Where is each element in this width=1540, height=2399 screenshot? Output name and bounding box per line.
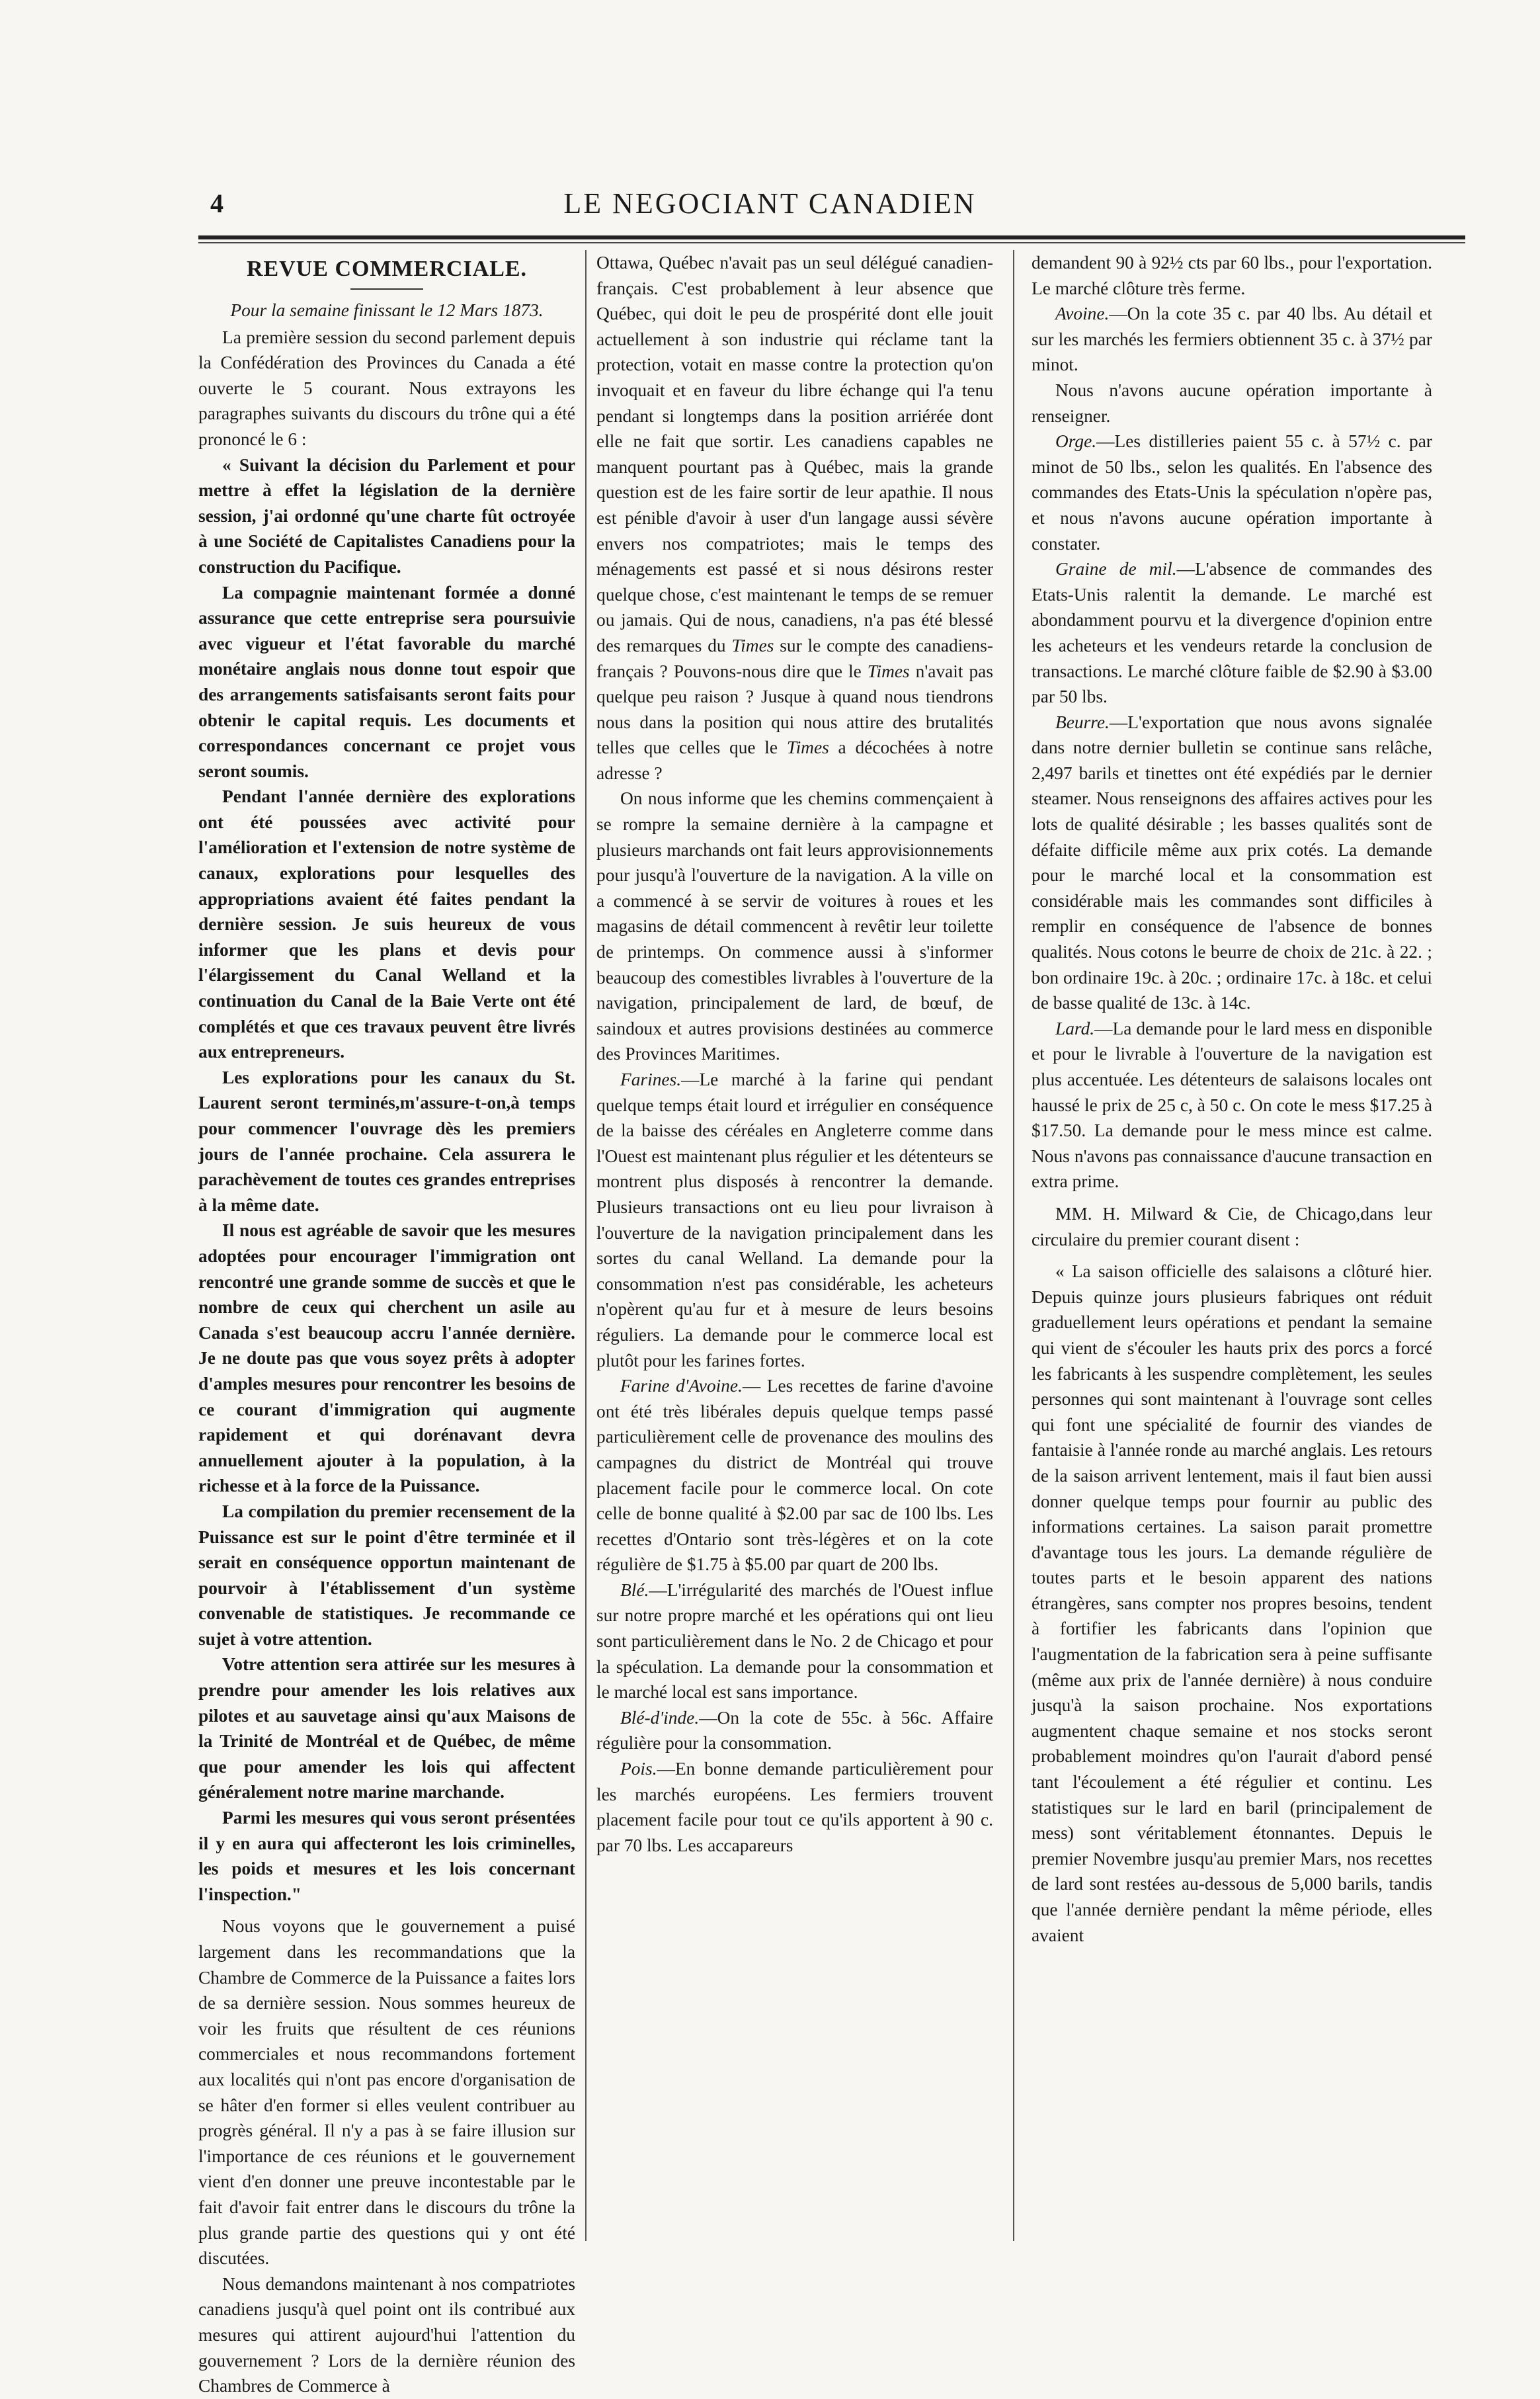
market-paragraph-ble: Blé.—L'irrégularité des marchés de l'Ouest influe sur notre propre marché et les opérations qui ont lieu sont particulièrement dans le No. 2 de Chicago et pour la spéculation. La demande pour la consommation et le marché local est sans importance. <box>596 1579 993 1703</box>
market-paragraph-farines: Farines.—Le marché à la farine qui pendant quelque temps était lourd et irrégulier en conséquence de la baisse des céréales en Angleterre comme dans l'Ouest est maintenant plus régulier et les détenteurs se montrent plus disposés à rencontrer la demande. Plusieurs transactions ont eu lieu pour livraison à l'ouverture de la navigation principalement dans les sortes du canal Welland. La demande pour la consommation n'est pas considérable, les acheteurs n'opèrent qu'au fur et à mesure de leurs besoins réguliers. La demande pour le commerce local est plutôt pour les farines fortes. <box>596 1070 993 1370</box>
newspaper-title: Times <box>731 635 774 655</box>
column-3 <box>1032 250 1432 2241</box>
market-paragraph-lard: Lard.—La demande pour le lard mess en disponible et pour le livrable à l'ouverture de la navigation est plus accentuée. Les détenteurs de salaisons locales ont haussé le prix de 25 c, à 50 c. On cote le mess $17.25 à $17.50. La demande pour le mess mince est calme. Nous n'avons pas connaissance d'aucune transaction en extra prime. <box>1032 1018 1432 1192</box>
quoted-paragraph: « Suivant la décision du Parlement et pour mettre à effet la législation de la dernière session, j'ai ordonné qu'une charte fût octroyée à une Société de Capitalistes Canadiens pour la construction du Pacifique. <box>198 454 575 577</box>
quoted-paragraph: Parmi les mesures qui vous seront présentées il y en aura qui affecteront les lois criminelles, les poids et mesures et les lois concernant l'inspection." <box>198 1808 575 1904</box>
market-paragraph-avoine: Avoine.—On la cote 35 c. par 40 lbs. Au détail et sur les marchés les fermiers obtiennent 35 c. à 37½ par minot. <box>1032 304 1432 375</box>
newspaper-title: Times <box>786 737 829 758</box>
column-2 <box>596 250 993 2241</box>
newspaper-title: Times <box>867 661 910 681</box>
paragraph: MM. H. Milward & Cie, de Chicago,dans leur circulaire du premier courant disent : <box>1032 1203 1432 1249</box>
quoted-paragraph: « La saison officielle des salaisons a clôturé hier. Depuis quinze jours plusieurs fabriques ont réduit graduellement leurs opérations et pendant la semaine qui vient de s'écouler les hauts prix des porcs a forcé les fabricants à les suspendre complètement, les seules personnes qui sont maintenant à l'ouvrage sont celles qui font une spécialité de fournir des viandes de fantaisie à l'année ronde au marché anglais. Les retours de la saison arrivent lentement, mais il faut bien aussi donner quelque temps pour fournir au public des informations certaines. La saison parait promettre d'avantage tous les jours. La demande régulière de toutes parts et le besoin apparent des nations étrangères, sans compter nos propres besoins, tendent à fortifier les fabricants dans l'opinion que l'augmentation de la fabrication sera à peine suffisante (même aux prix de l'année dernière) à nous conduire jusqu'à la saison prochaine. Nos exportations augmentent chaque semaine et nos stocks seront probablement moindres qu'on l'aurait d'abord pensé tant l'écoulement a été régulier et continu. Les statistiques sur le lard en baril (principalement de mess) sont véritablement étonnantes. Depuis le premier Novembre jusqu'au premier Mars, nos recettes de lard sont restées au-dessous de 5,000 barils, tandis que l'année dernière pendant la même période, elles avaient <box>1032 1261 1432 1945</box>
quoted-paragraph: Pendant l'année dernière des explorations ont été poussées avec activité pour l'amélioration et l'extension de notre système de canaux, explorations pour lesquelles des appropriations avaient été faites pendant la dernière session. Je suis heureux de vous informer que les plans et devis pour l'élargissement du Canal Welland et la continuation du Canal de la Baie Verte ont été complétés et que ces travaux peuvent être livrés aux entrepreneurs. <box>198 786 575 1062</box>
page-number: 4 <box>210 189 223 218</box>
header-rule-thick <box>198 235 1465 239</box>
running-head-title: LE NEGOCIANT CANADIEN <box>563 187 977 220</box>
paragraph: On nous informe que les chemins commençaient à se rompre la semaine dernière à la campagne et plusieurs marchands ont fait leurs approvisionnements pour jusqu'à l'ouverture de la navigation. A la ville on a commencé à se servir de voitures à roues et les magasins de détail commencent à revêtir leur toilette de printemps. On commence aussi à s'informer beaucoup des comestibles livrables à l'ouverture de la navigation, principalement de lard, de bœuf, de saindoux et autres provisions destinées au commerce des Provinces Maritimes. <box>596 788 993 1064</box>
paragraph: demandent 90 à 92½ cts par 60 lbs., pour l'exportation. Le marché clôture très ferme. <box>1032 253 1432 298</box>
paragraph: La première session du second parlement depuis la Confédération des Provinces du Canada a été ouverte le 5 courant. Nous extrayons les paragraphes suivants du discours du trône qui a été prononcé le 6 : <box>198 327 575 449</box>
column-divider-2 <box>1013 250 1014 2241</box>
quoted-paragraph: Votre attention sera attirée sur les mesures à prendre pour amender les lois relatives aux pilotes et au sauvetage ainsi qu'aux Maisons de la Trinité de Montréal et de Québec, de même que pour amender les lois qui affectent généralement notre marine marchande. <box>198 1654 575 1802</box>
quoted-paragraph: Il nous est agréable de savoir que les mesures adoptées pour encourager l'immigration ont rencontré une grande somme de succès et que le nombre de ceux qui cherchent un asile au Canada s'est beaucoup accru l'année dernière. Je ne doute pas que vous soyez prêts à adopter d'amples mesures pour rencontrer les besoins de ce courant d'immigration qui augmente rapidement et qui dorénavant devra annuellement ajouter à la population, à la richesse et à la force de la Puissance. <box>198 1220 575 1496</box>
header-rule-thin <box>198 242 1465 243</box>
paragraph: Nous voyons que le gouvernement a puisé largement dans les recommandations que la Chambre de Commerce de la Puissance a faites lors de sa dernière session. Nous sommes heureux de voir les fruits que résultent de ces réunions commerciales et nous recommandons fortement aux localités qui n'ont pas encore d'organisation de se hâter d'en former si elles veulent contribuer au progrès général. Il n'y a pas à se faire illusion sur l'importance de ces réunions et le gouvernement vient d'en donner une preuve incontestable par le fait d'avoir fait entrer dans le discours du trône la plus grande partie des questions qui y ont été discutées. <box>198 1916 575 2269</box>
paragraph: Nous n'avons aucune opération importante à renseigner. <box>1032 380 1432 426</box>
market-paragraph-farine-avoine: Farine d'Avoine.— Les recettes de farine d'avoine ont été très libérales depuis quelque temps passé particulièrement celle de provenance des moulins des campagnes du district de Montréal qui trouve placement facile pour le commerce local. On cote celle de bonne qualité à $2.00 par sac de 100 lbs. Les recettes d'Ontario sont très-légères et on la cote régulière de $1.75 à $5.00 par quart de 200 lbs. <box>596 1376 993 1575</box>
paragraph: Nous demandons maintenant à nos compatriotes canadiens jusqu'à quel point ont ils contribué aux mesures qui attirent aujourd'hui l'attention du gouvernement ? Lors de la dernière réunion des Chambres de Commerce à <box>198 2273 575 2396</box>
column-1 <box>198 250 575 2396</box>
market-paragraph-beurre: Beurre.—L'exportation que nous avons signalée dans notre dernier bulletin se continue sans relâche, 2,497 barils et tinettes ont été expédiés par le dernier steamer. Nous renseignons des affaires actives pour les lots de qualité désirable ; les basses qualités sont de défaite difficile même aux prix cotés. La demande pour le marché local et la consommation est considérable mais les commandes sont difficiles à remplir en conséquence de l'absence de bonnes qualités. Nous cotons le beurre de choix de 21c. à 22. ; bon ordinaire 19c. à 20c. ; ordinaire 17c. à 18c. et celui de basse qualité de 13c. à 14c. <box>1032 712 1432 1013</box>
quoted-paragraph: La compilation du premier recensement de la Puissance est sur le point d'être terminée et il serait en conséquence opportun maintenant de pourvoir à l'établissement d'un système convenable de statistiques. Je recommande ce sujet à votre attention. <box>198 1501 575 1649</box>
quoted-paragraph: La compagnie maintenant formée a donné assurance que cette entreprise sera poursuivie avec vigueur et l'état favorable du marché monétaire anglais nous donne tout espoir que des arrangements satisfaisants seront faits pour obtenir le capital requis. Les documents et correspondances concernant ce projet vous seront soumis. <box>198 582 575 781</box>
column-divider-1 <box>585 250 587 2241</box>
market-paragraph-orge: Orge.—Les distilleries paient 55 c. à 57½ c. par minot de 50 lbs., selon les qualités. En l'absence des commandes des Etats-Unis la spéculation n'opère pas, et nous n'avons aucune opération importante à constater. <box>1032 431 1432 554</box>
quoted-paragraph: Les explorations pour les canaux du St. Laurent seront terminés,m'assure-t-on,à temps pour commencer l'ouvrage dès les premiers jours de l'année prochaine. Cela assurera le parachèvement de toutes ces grandes entreprises à la même date. <box>198 1067 575 1215</box>
market-paragraph-graine-de-mil: Graine de mil.—L'absence de commandes des Etats-Unis ralentit la demande. Le marché est abondamment pourvu et la divergence d'opinion entre les acheteurs et les vendeurs retarde la conclusion de transactions. Le marché clôture faible de $2.90 à $3.00 par 50 lbs. <box>1032 559 1432 707</box>
market-paragraph-ble-dinde: Blé-d'inde.—On la cote de 55c. à 56c. Affaire régulière pour la consommation. <box>596 1707 993 1753</box>
paragraph: Ottawa, Québec n'avait pas un seul délégué canadien-français. C'est probablement à leur absence que Québec, qui doit le peu de prospérité dont elle jouit actuellement à son industrie qui réclame tant la protection, votait en masse contre la protection qu'on invoquait et en faveur du libre échange qui l'a tenu pendant si longtemps dans la position arriérée dont elle ne fait que sortir. Les canadiens capables ne manquent pourtant pas à Québec, mais la grande question est de les faire sortir de leur apathie. Il nous est pénible d'avoir à user d'un langage aussi sévère envers nos compatriotes; mais le temps des ménagements est passé et si nous désirons rester quelque chose, c'est maintenant le temps de se remuer ou jamais. Qui de nous, canadiens, n'a pas été blessé des remarques du Times sur le compte des canadiens-français ? Pouvons-nous dire que le Times n'avait pas quelque peu raison ? Jusque à quand nous tiendrons nous dans la position qui nous attire des brutalités telles que celles que le Times a décochées à notre adresse ? <box>596 253 993 783</box>
section-heading: REVUE COMMERCIALE. <box>246 257 528 281</box>
heading-rule <box>350 288 423 290</box>
market-paragraph-pois: Pois.—En bonne demande particulièrement pour les marchés européens. Les fermiers trouvent placement facile pour tout ce qu'ils apportent à 90 c. par 70 lbs. Les accapareurs <box>596 1759 993 1855</box>
dateline: Pour la semaine finissant le 12 Mars 1873. <box>230 300 544 320</box>
